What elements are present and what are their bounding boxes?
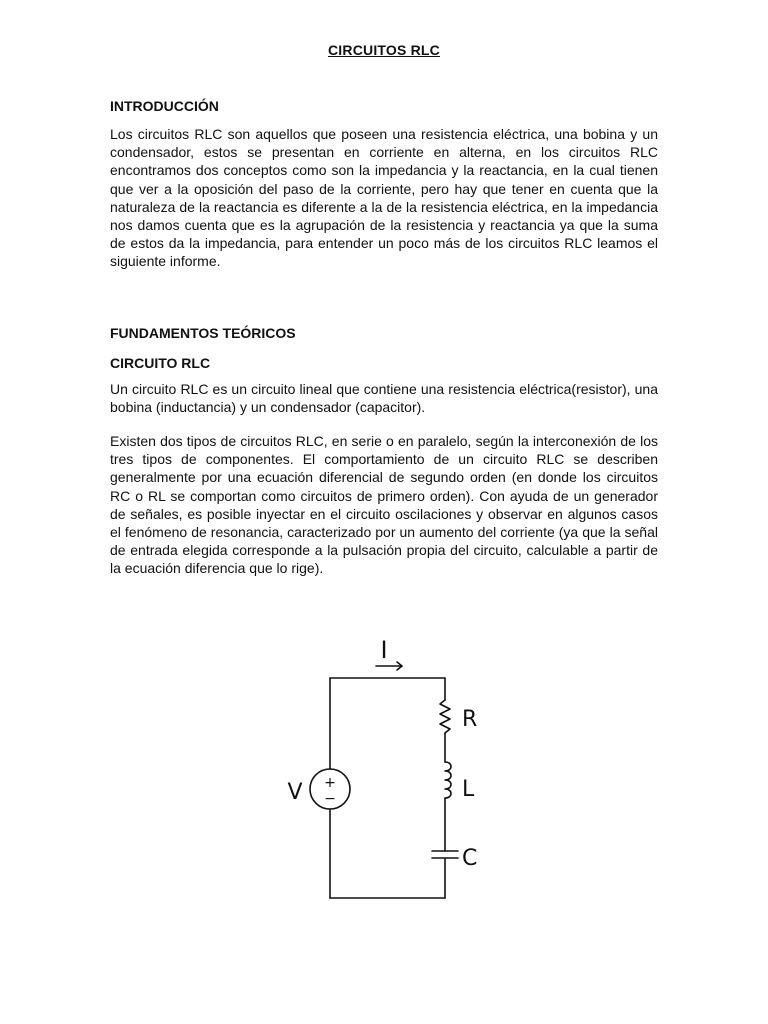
current-label: I (380, 636, 388, 664)
heading-introduccion: INTRODUCCIÓN (110, 98, 219, 114)
rlc-circuit-diagram (280, 630, 490, 910)
inductor-symbol (445, 762, 451, 798)
resistor-symbol (440, 700, 450, 733)
paragraph-introduccion: Los circuitos RLC son aquellos que poseen una resistencia eléctrica, una bobina y un condensador, estos se presentan en corriente en alterna, en los circuitos RLC encontramos dos conceptos como son la impedancia y la reactancia, en la cual tienen que ver a la oposición del paso de la corriente, pero hay que tener en cuenta que la naturaleza de la reactancia es diferente a la de la resistencia eléctrica, en la impedancia nos damos cuenta que es la agrupación de la resistencia y reactancia ya que la suma de estos da la impedancia, para entender un poco más de los circuitos RLC leamos el siguiente informe. (110, 126, 658, 270)
paragraph-circuito-rlc-types: Existen dos tipos de circuitos RLC, en serie o en paralelo, según la interconexión de los tres tipos de componentes. El comportamiento de un circuito RLC se describen generalmente por una ecuación diferencial de segundo orden (en donde los circuitos RC o RL se comportan como circuitos de primero orden). Con ayuda de un generador de señales, es posible inyectar en el circuito oscilaciones y observar en algunos casos el fenómeno de resonancia, caracterizado por un aumento del corriente (ya que la señal de entrada elegida corresponde a la pulsación propia del circuito, calculable a partir de la ecuación diferencia que lo rige). (110, 433, 658, 577)
source-label: V (287, 780, 303, 805)
heading-fundamentos-teoricos: FUNDAMENTOS TEÓRICOS (110, 325, 296, 341)
paragraph-circuito-rlc-definition: Un circuito RLC es un circuito lineal que contiene una resistencia eléctrica(resistor), una bobina (inductancia) y un condensador (capacitor). (110, 381, 658, 416)
source-plus-sign: + (324, 775, 336, 791)
heading-circuito-rlc: CIRCUITO RLC (110, 355, 211, 371)
source-minus-sign: − (324, 791, 336, 807)
resistor-label: R (462, 707, 478, 732)
document-title: CIRCUITOS RLC (327, 42, 440, 58)
inductor-label: L (462, 777, 475, 802)
capacitor-label: C (462, 846, 478, 871)
